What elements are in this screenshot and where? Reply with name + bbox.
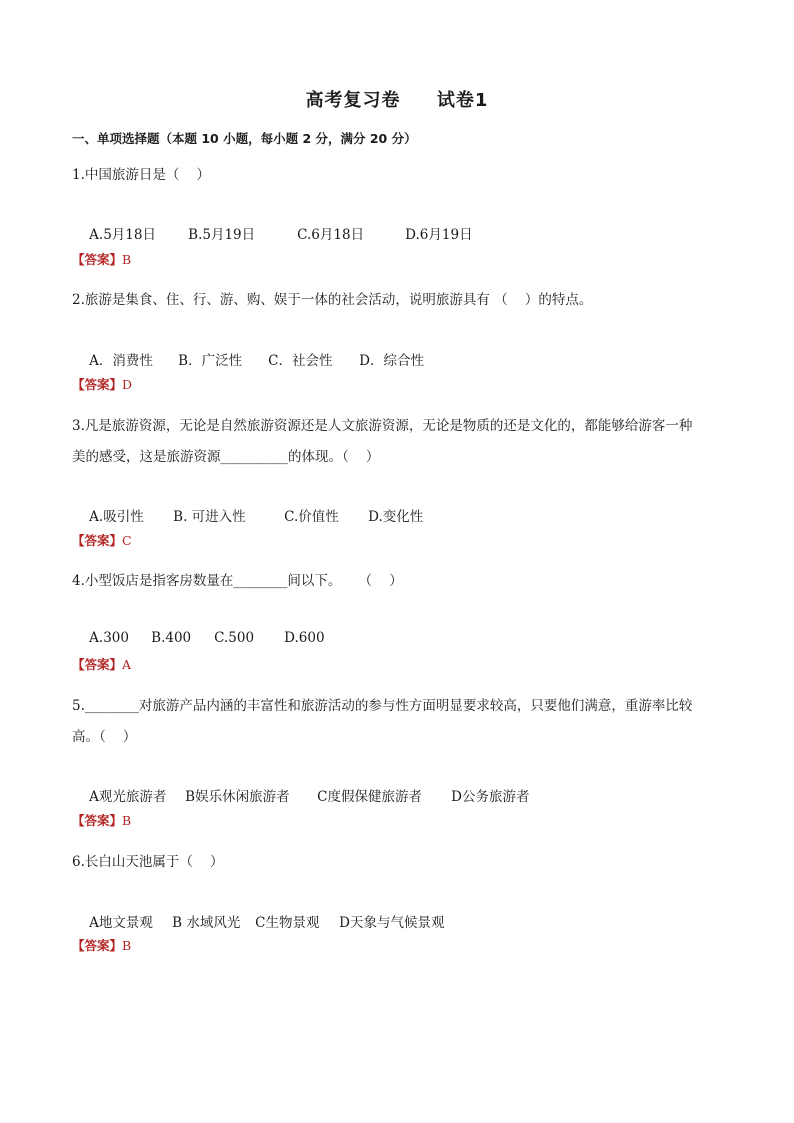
answer-label: 【答案】 [72,533,123,548]
option-a: A.吸引性 [89,509,144,525]
option-c: C生物景观 [255,915,320,931]
answer-label: 【答案】 [72,377,123,392]
option-d: D.600 [284,630,325,646]
answer-value: B [122,252,132,267]
answer-6 [72,936,131,954]
option-a: A地文景观 [89,915,153,931]
section-heading: 一、单项选择题（本题 10 小题，每小题 2 分，满分 20 分） [72,131,417,146]
answer-value: A [122,657,132,672]
option-b: B．广泛性 [178,353,243,369]
option-c: C.价值性 [284,509,339,525]
answer-3 [72,531,132,549]
answer-value: B [122,813,132,828]
option-b: B. 可进入性 [173,509,246,525]
option-a: A.300 [89,630,129,646]
answer-label: 【答案】 [72,938,123,953]
answer-2 [72,375,132,393]
answer-value: C [122,533,132,548]
question-5-options [72,769,530,821]
question-5-text-line-2: 高。（ ） [72,729,137,745]
answer-4 [72,655,131,673]
answer-value: B [122,938,132,953]
option-d: D天象与气候景观 [339,915,445,931]
answer-5 [72,811,131,829]
question-6-text: 6.长白山天池属于（ ） [72,854,224,870]
option-b: B.400 [151,630,192,646]
question-5-text-line-1: 5.________对旅游产品内涵的丰富性和旅游活动的参与性方面明显要求较高，只要他们满意，重游率比较 [72,698,693,714]
question-4-text: 4.小型饭店是指客房数量在________间以下。 （ ） [72,573,403,589]
option-c: C.6月18日 [297,227,365,243]
page-title: 高考复习卷 试卷1 [305,90,489,111]
option-a: A．消费性 [89,353,153,369]
option-b: B 水域风光 [172,915,241,931]
option-d: D.6月19日 [405,227,473,243]
option-d: D.变化性 [368,509,424,525]
question-3-text-line-1: 3.凡是旅游资源，无论是自然旅游资源还是人文旅游资源，无论是物质的还是文化的，都能够给游客一种 [72,418,693,434]
option-c: C.500 [214,630,255,646]
option-d: D公务旅游者 [451,789,530,805]
option-b: B.5月19日 [188,227,256,243]
answer-value: D [122,377,133,392]
answer-label: 【答案】 [72,252,123,267]
answer-label: 【答案】 [72,813,123,828]
option-c: C度假保健旅游者 [317,789,423,805]
option-b: B娱乐休闲旅游者 [185,789,290,805]
question-3-text-line-2: 美的感受，这是旅游资源__________的体现。（ ） [72,449,380,465]
option-a: A观光旅游者 [89,789,167,805]
answer-1 [72,250,131,268]
option-a: A.5月18日 [89,227,156,243]
option-c: C．社会性 [268,353,333,369]
question-2-text: 2.旅游是集食、住、行、游、购、娱于一体的社会活动，说明旅游具有 （ ）的特点。 [72,292,593,308]
question-1-text: 1.中国旅游日是（ ） [72,167,211,183]
question-1-options [72,207,473,259]
answer-label: 【答案】 [72,657,123,672]
option-d: D．综合性 [359,353,424,369]
